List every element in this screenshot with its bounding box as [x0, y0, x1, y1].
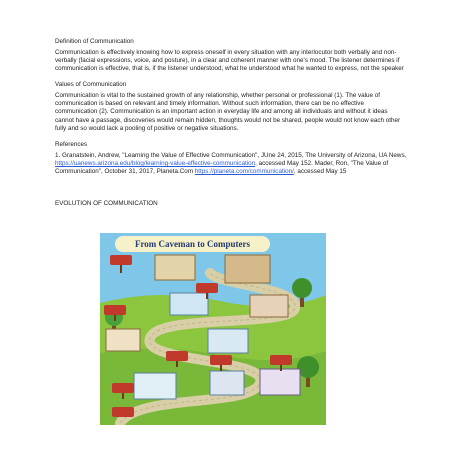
heading-values: Values of Communication	[55, 81, 127, 89]
definition-paragraph: Communication is effectively knowing how to express oneself in every situation with any interlocutor both verbally and non-verbally (facial expressions, voice, and posture), in a clear and coherent manner with one's mood. The listener determines if communication is effective, that is, if the listener understood, what he understood what he wanted to express, not the speaker	[55, 48, 404, 73]
infographic-illustration	[100, 233, 326, 425]
signpost-8	[112, 407, 134, 417]
computer-scene	[260, 369, 300, 395]
values-paragraph: Communication is vital to the sustained growth of any relationship, whether personal or professional (1). The value of communication is based on relevant and timely information. Without such information, there can be no effective communication (2). Communication is an important action in everyday life and among all individuals and without it ideas cannot have a passage, discoveries would remain hidden, thoughts would not be shared, people would not know each other fully and so would lack a pooling of positive or negative situations.	[55, 92, 401, 132]
signpost-1	[110, 255, 132, 273]
reference-2-link[interactable]: https://planeta.com/communication/	[194, 168, 294, 176]
document-body	[55, 38, 407, 209]
references-paragraph	[55, 152, 407, 177]
radio-scene	[210, 371, 244, 395]
heading-definition: Definition of Communication	[55, 38, 134, 45]
evolution-infographic	[100, 233, 326, 425]
heading-references: References	[55, 141, 88, 149]
heading-evolution: EVOLUTION OF COMMUNICATION	[55, 200, 158, 208]
postal-scene	[106, 329, 140, 351]
reference-2-accessed: , accessed May 15	[293, 168, 347, 176]
tribe-scene	[225, 255, 270, 283]
reference-1-link[interactable]: https://uanews.arizona.edu/blog/learning-value-effective-communication	[55, 159, 256, 167]
reference-1-text: 1. Granatstein, Andrew, "Learning the Value of Effective Communication", JUne 24, 2015, The University of Arizona, UA News,	[55, 151, 407, 159]
reference-2-text: 2. Mader, Ron, "The Value of Communication", October 31, 2017, Planeta.Com	[55, 159, 389, 176]
telephone-scene	[134, 373, 176, 399]
printing-scene	[250, 295, 288, 317]
reference-1-accessed: , accessed May 15	[255, 159, 308, 167]
infographic-title: From Caveman to Computers	[115, 236, 270, 252]
written-communication-scene	[170, 293, 208, 315]
cave-painting-scene	[155, 255, 195, 280]
telegraph-scene	[208, 329, 248, 353]
